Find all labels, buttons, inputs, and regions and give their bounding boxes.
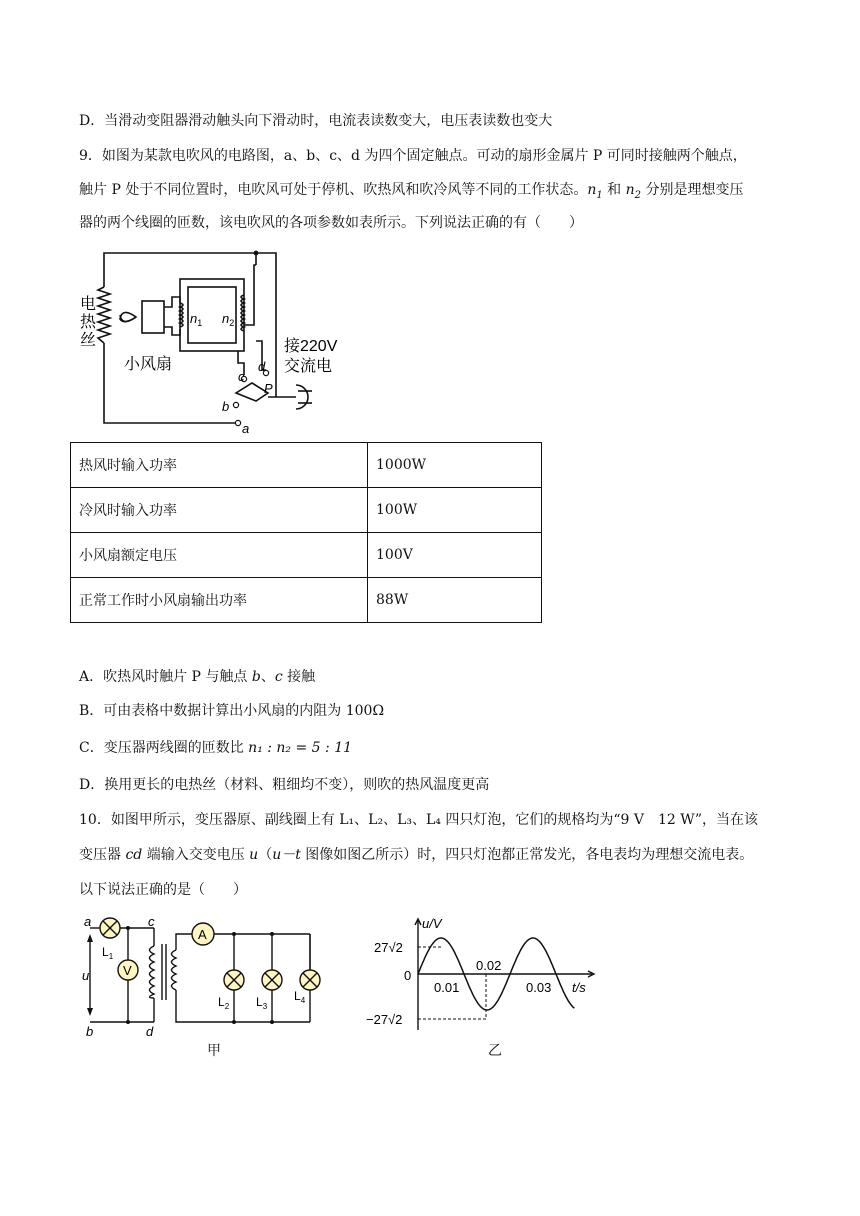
q10-stem-line-1: 10．如图甲所示，变压器原、副线圈上有 L₁、L₂、L₃、L₄ 四只灯泡，它们的规格均为“9 V 12 W”，当在该 (79, 812, 759, 828)
tick-label-003: 0.03 (526, 980, 552, 995)
lamp-l2-icon (224, 970, 244, 990)
table-row (71, 533, 542, 578)
lamp-l3-label: $L_3$ (256, 995, 268, 1011)
q10-ut: u－t (272, 847, 301, 863)
figure-yi-caption: 乙 (488, 1043, 502, 1059)
q9-stem-text-b: 分别是理想变压 (641, 182, 744, 198)
option-c-text: C．变压器两线圈的匝数比 (79, 740, 249, 756)
contact-d-label: d (258, 359, 266, 374)
supply-label-1: 接220V (284, 338, 338, 355)
q9-stem-text-a: 触片 P 处于不同位置时，电吹风可处于停机、吹热风和吹冷风等不同的工作状态。 (79, 182, 588, 198)
q9-stem-line-2 (79, 180, 744, 206)
option-a-text: A．吹热风时触片 P 与触点 (79, 669, 252, 685)
coil-n2-label: $n_2$ (222, 311, 235, 328)
heater-label-1: 电 (80, 296, 97, 313)
table-row (71, 443, 542, 488)
option-a-sep: 、 (260, 669, 275, 685)
q10-text-d: 图像如图乙所示）时，四只灯泡都正常发光，各电表均为理想交流电表。 (300, 847, 754, 863)
q9-stem-line-1: 9．如图为某款电吹风的电路图，a、b、c、d 为四个固定触点。可动的扇形金属片 P 可同时接触两个触点， (79, 148, 747, 164)
option-a-c: c (274, 669, 283, 685)
table-key: 冷风时输入功率 (71, 488, 368, 533)
q9-option-d: D．换用更长的电热丝（材料、粗细均不变），则吹的热风温度更高 (79, 777, 490, 793)
coil-n1-label: $n_1$ (190, 311, 203, 328)
lamp-l1-label: $L_1$ (102, 945, 114, 961)
n2-subscript: 2 (634, 189, 642, 201)
n1-subscript: 1 (596, 189, 603, 201)
transformer-circuit-diagram (82, 914, 332, 1044)
table-key: 热风时输入功率 (71, 443, 368, 488)
q10-text-c: （ (258, 847, 273, 863)
hair-dryer-circuit-diagram (76, 245, 346, 440)
table-key: 正常工作时小风扇输出功率 (71, 578, 368, 623)
q9-option-b: B．可由表格中数据计算出小风扇的内阻为 100Ω (79, 703, 385, 719)
fan-label: 小风扇 (124, 356, 173, 373)
peak-label: 27√2 (374, 940, 403, 955)
u-axis-label: u/V (422, 916, 442, 931)
voltmeter-icon (118, 960, 138, 980)
lamp-l3-icon (262, 970, 282, 990)
q9-option-c (79, 738, 352, 758)
lamp-l1-icon (100, 918, 120, 938)
q8-option-d: D．当滑动变阻器滑动触头向下滑动时，电流表读数变大，电压表读数也变大 (79, 113, 553, 129)
q10-text-a: 变压器 (79, 847, 126, 863)
table-value: 100W (368, 488, 542, 533)
figure-jia-caption: 甲 (207, 1043, 221, 1059)
trough-label: −27√2 (366, 1012, 403, 1027)
heater-label-3: 丝 (80, 332, 97, 349)
origin-label: 0 (404, 968, 412, 983)
tick-label-001: 0.01 (434, 980, 460, 995)
option-c-formula: n₁ : n₂ = 5 : 11 (248, 740, 353, 756)
q10-text-b: 端输入交变电压 (142, 847, 250, 863)
table-key: 小风扇额定电压 (71, 533, 368, 578)
terminal-c-label: c (148, 914, 155, 929)
input-voltage-label: u (82, 968, 90, 983)
n2-symbol: n (625, 182, 635, 198)
q10-cd: cd (125, 847, 143, 863)
voltage-time-graph (360, 914, 600, 1034)
t-axis-label: t/s (572, 980, 586, 995)
table-value: 1000W (368, 443, 542, 488)
svg-text:V: V (123, 963, 132, 978)
contact-b-label: b (222, 399, 230, 414)
option-a-b: b (251, 669, 261, 685)
tick-label-002: 0.02 (476, 958, 502, 973)
contact-c-label: c (238, 369, 245, 384)
terminal-d-label: d (146, 1024, 154, 1039)
supply-label-2: 交流电 (284, 358, 333, 375)
lamp-l2-label: $L_2$ (218, 995, 230, 1011)
terminal-b-label: b (86, 1024, 94, 1039)
table-value: 100V (368, 533, 542, 578)
n1-symbol: n (587, 182, 597, 198)
heater-label-2: 热 (80, 314, 97, 331)
ammeter-icon (192, 923, 214, 945)
parameter-table (70, 442, 542, 623)
q10-u: u (249, 847, 259, 863)
table-row (71, 578, 542, 623)
table-value: 88W (368, 578, 542, 623)
terminal-a-label: a (84, 914, 92, 929)
q10-stem-line-2 (79, 845, 753, 865)
q9-stem-and: 和 (602, 182, 626, 198)
svg-text:A: A (198, 927, 207, 942)
contact-a-label: a (242, 421, 250, 436)
lamp-l4-icon (300, 970, 320, 990)
lamp-l4-label: $L_4$ (294, 989, 306, 1005)
table-row (71, 488, 542, 533)
contact-p-label: P (264, 381, 273, 396)
q10-stem-line-3: 以下说法正确的是（ ） (79, 882, 247, 898)
q9-stem-line-3: 器的两个线圈的匝数，该电吹风的各项参数如表所示。下列说法正确的有（ ） (79, 215, 583, 231)
q9-option-a (79, 667, 315, 687)
option-a-tail: 接触 (282, 669, 316, 685)
